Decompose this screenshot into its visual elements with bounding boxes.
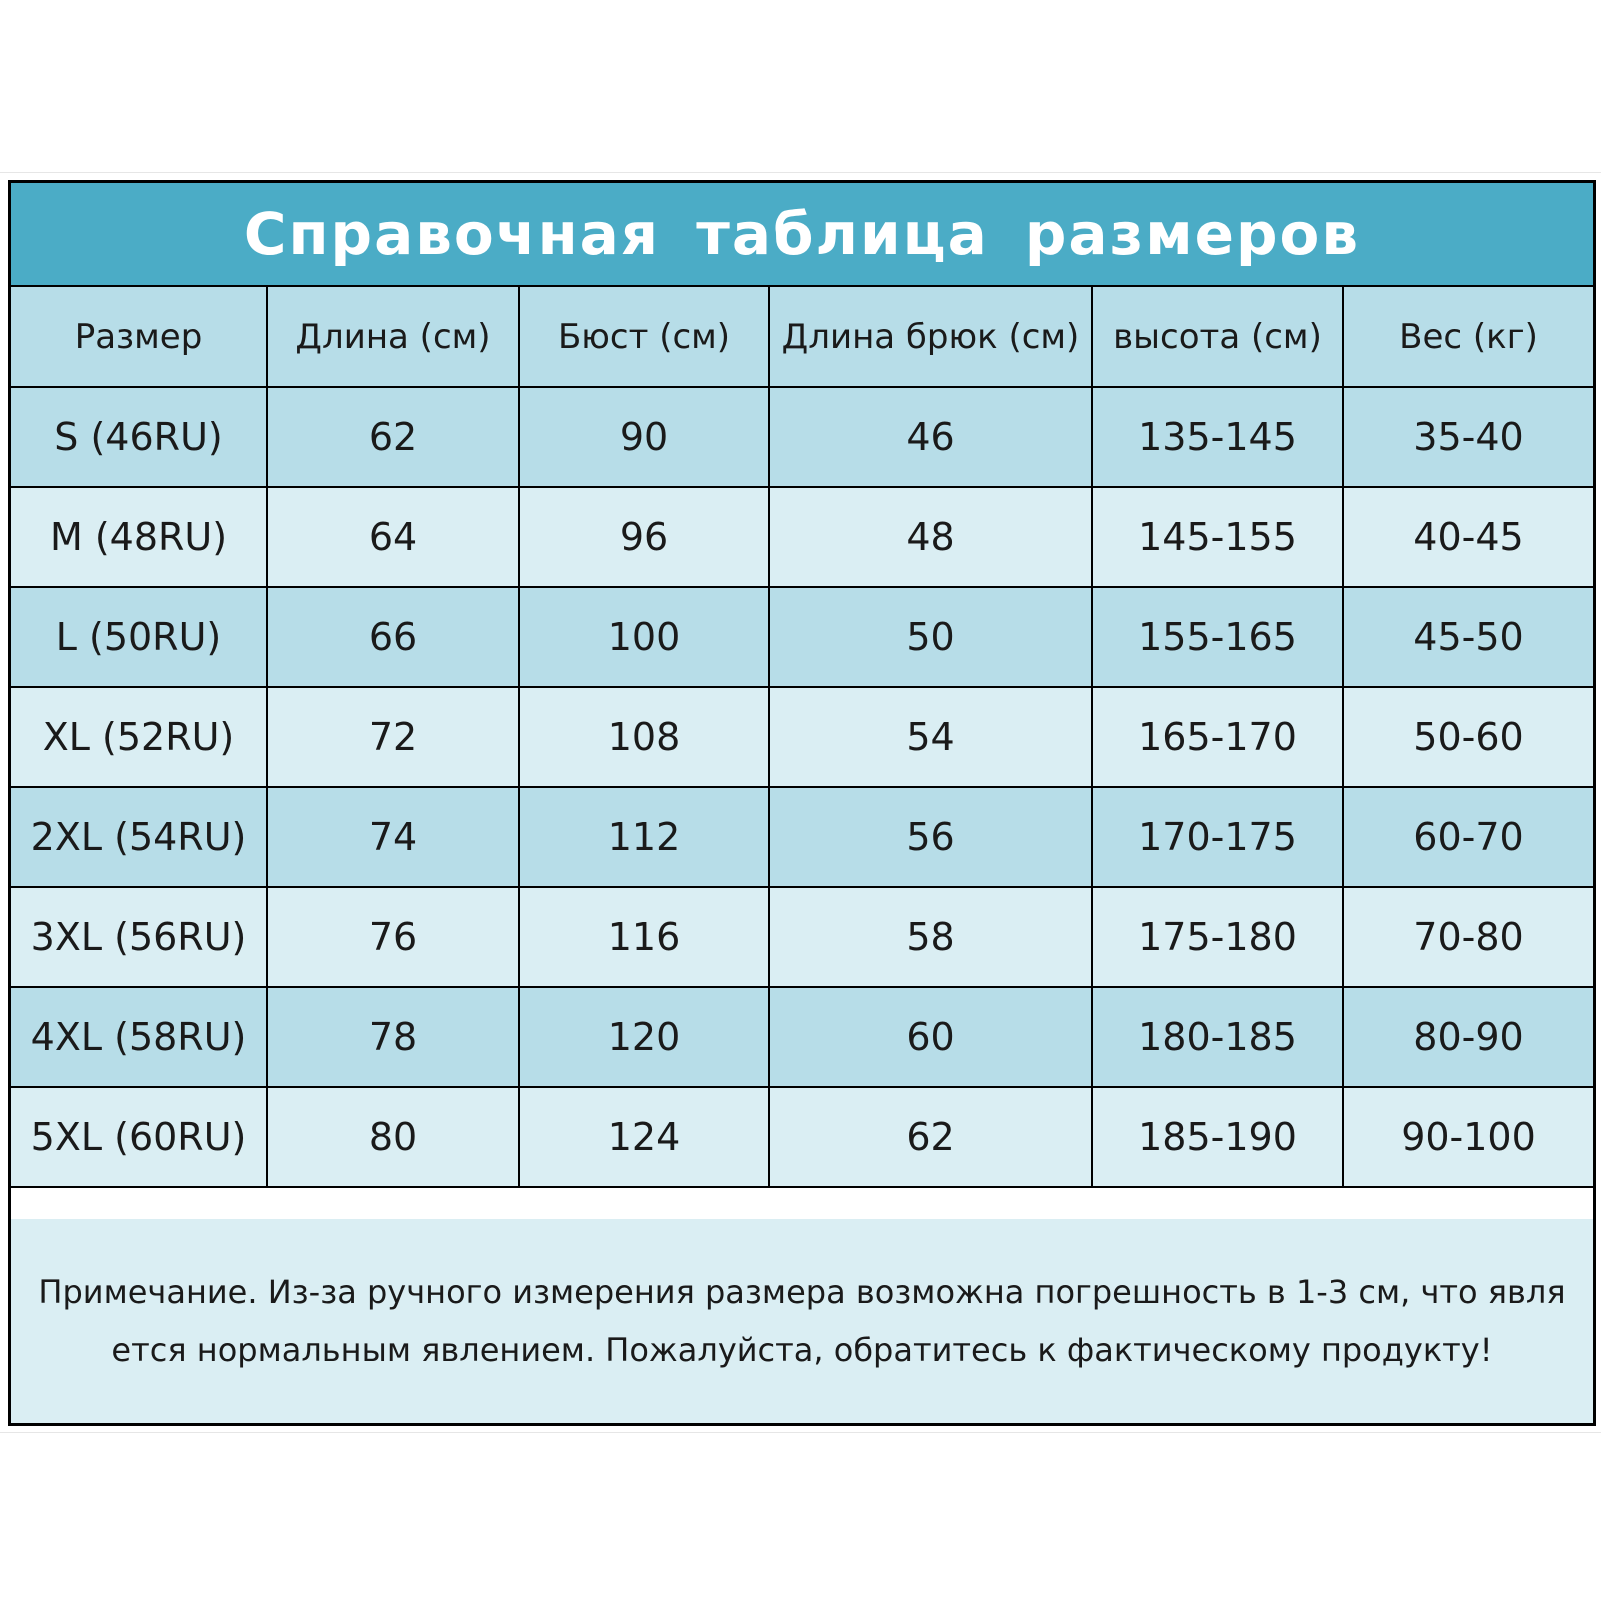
chart-title: Справочная таблица размеров xyxy=(243,200,1361,268)
cell-size: L (50RU) xyxy=(11,587,267,687)
cell-size: 4XL (58RU) xyxy=(11,987,267,1087)
cell-length: 72 xyxy=(267,687,519,787)
cell-weight: 50-60 xyxy=(1343,687,1593,787)
cell-height: 145-155 xyxy=(1092,487,1343,587)
cell-length: 76 xyxy=(267,887,519,987)
note-line-1: Примечание. Из-за ручного измерения размера возможна погрешность в 1-3 см, что явля xyxy=(38,1273,1566,1311)
faint-gridline xyxy=(0,1432,1601,1433)
cell-pants-length: 46 xyxy=(769,387,1092,487)
table-row xyxy=(11,1087,1593,1187)
cell-size: 3XL (56RU) xyxy=(11,887,267,987)
cell-length: 78 xyxy=(267,987,519,1087)
cell-bust: 90 xyxy=(519,387,769,487)
column-header-length: Длина (см) xyxy=(267,287,519,387)
cell-pants-length: 48 xyxy=(769,487,1092,587)
cell-size: 5XL (60RU) xyxy=(11,1087,267,1187)
column-header-weight: Вес (кг) xyxy=(1343,287,1593,387)
header-row xyxy=(11,287,1593,387)
faint-gridline xyxy=(0,172,1601,173)
size-chart xyxy=(8,180,1596,1426)
cell-size: M (48RU) xyxy=(11,487,267,587)
table-row xyxy=(11,987,1593,1087)
table-row xyxy=(11,687,1593,787)
cell-size: XL (52RU) xyxy=(11,687,267,787)
title-bar xyxy=(11,183,1593,287)
cell-pants-length: 54 xyxy=(769,687,1092,787)
cell-length: 74 xyxy=(267,787,519,887)
note-line-2: ется нормальным явлением. Пожалуйста, обратитесь к фактическому продукту! xyxy=(111,1331,1493,1369)
cell-weight: 80-90 xyxy=(1343,987,1593,1087)
cell-bust: 112 xyxy=(519,787,769,887)
column-header-height: высота (см) xyxy=(1092,287,1343,387)
cell-size: 2XL (54RU) xyxy=(11,787,267,887)
cell-bust: 100 xyxy=(519,587,769,687)
cell-pants-length: 58 xyxy=(769,887,1092,987)
note-text xyxy=(38,1263,1565,1379)
column-header-pants-length: Длина брюк (см) xyxy=(769,287,1092,387)
table-row xyxy=(11,887,1593,987)
cell-height: 180-185 xyxy=(1092,987,1343,1087)
cell-weight: 90-100 xyxy=(1343,1087,1593,1187)
cell-height: 175-180 xyxy=(1092,887,1343,987)
cell-height: 165-170 xyxy=(1092,687,1343,787)
cell-weight: 60-70 xyxy=(1343,787,1593,887)
column-header-bust: Бюст (см) xyxy=(519,287,769,387)
cell-pants-length: 56 xyxy=(769,787,1092,887)
size-table xyxy=(11,287,1593,1188)
cell-height: 185-190 xyxy=(1092,1087,1343,1187)
cell-bust: 124 xyxy=(519,1087,769,1187)
cell-pants-length: 60 xyxy=(769,987,1092,1087)
table-row xyxy=(11,487,1593,587)
cell-length: 66 xyxy=(267,587,519,687)
cell-weight: 70-80 xyxy=(1343,887,1593,987)
cell-bust: 108 xyxy=(519,687,769,787)
cell-weight: 45-50 xyxy=(1343,587,1593,687)
cell-length: 62 xyxy=(267,387,519,487)
cell-bust: 96 xyxy=(519,487,769,587)
cell-weight: 35-40 xyxy=(1343,387,1593,487)
cell-size: S (46RU) xyxy=(11,387,267,487)
cell-bust: 120 xyxy=(519,987,769,1087)
table-row xyxy=(11,387,1593,487)
note-section xyxy=(11,1219,1593,1423)
cell-length: 64 xyxy=(267,487,519,587)
cell-height: 170-175 xyxy=(1092,787,1343,887)
cell-height: 135-145 xyxy=(1092,387,1343,487)
column-header-size: Размер xyxy=(11,287,267,387)
cell-length: 80 xyxy=(267,1087,519,1187)
table-row xyxy=(11,787,1593,887)
cell-height: 155-165 xyxy=(1092,587,1343,687)
cell-pants-length: 50 xyxy=(769,587,1092,687)
cell-bust: 116 xyxy=(519,887,769,987)
table-row xyxy=(11,587,1593,687)
cell-pants-length: 62 xyxy=(769,1087,1092,1187)
cell-weight: 40-45 xyxy=(1343,487,1593,587)
